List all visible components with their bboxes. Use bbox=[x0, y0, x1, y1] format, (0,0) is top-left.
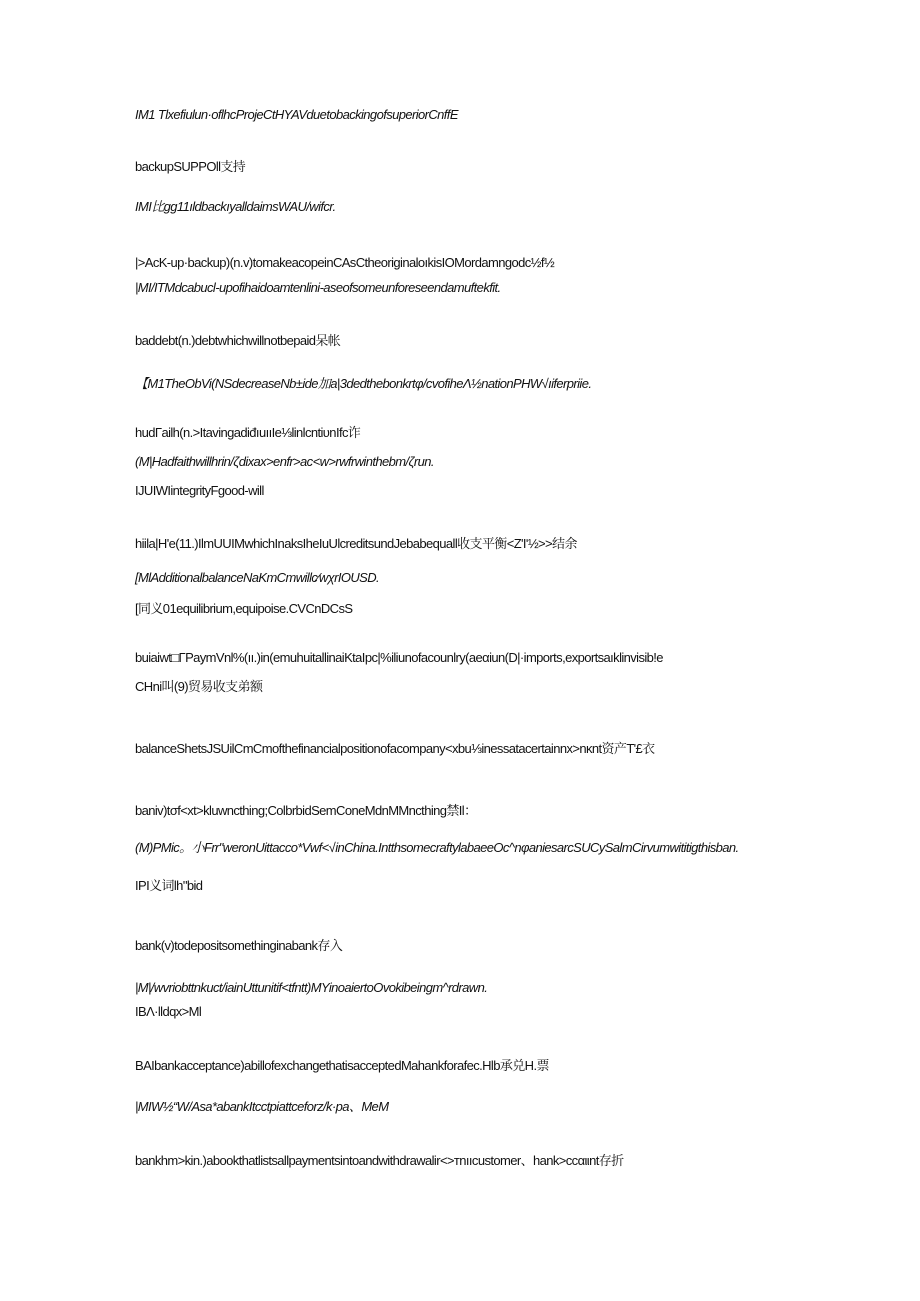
entry-example-line: |MIW½“W/Asa*abankItcctpiattceforz/k·pa、MeM bbox=[135, 1099, 389, 1114]
entry-example-line: 【M1TheObVi(NSdecreaseNb±ide加a|3dedthebonkrtφ/cvofiheΛ½nationPHW√ıiferpriie. bbox=[135, 376, 592, 391]
entry-term-line: CHni叫(9)贸易收支弟额 bbox=[135, 679, 263, 694]
entry-synonym-line: IPI义词lh"bid bbox=[135, 878, 203, 893]
entry-term-line: hudΓailh(n.>ItavingadiđıuııIe⅓linlcntiυnIfc诈 bbox=[135, 425, 361, 440]
entry-synonym-line: IJUIWIintegrityFgood-will bbox=[135, 483, 264, 498]
entry-example-line: IM1 Tlxefiulun·oflhcProjeCtHYAVduetobackingofsuperiorCnffE bbox=[135, 107, 458, 122]
entry-term-line: baniv)tσf<xt>kluwncthing;ColbrbidSemConeMdnMMncthing禁Il： bbox=[135, 803, 477, 818]
entry-term-line: bank(v)todepositsomethinginabank存入 bbox=[135, 938, 343, 953]
entry-example-line: |MI/ITMdcabucl-upofihaidoamtenlini-aseofsomeunforeseendamuftekfit. bbox=[135, 280, 501, 295]
entry-term-line: balanceShetsJSUilCmCmofthefinancialpositionofacompany<xbu⅓inessatacertainnx>nκnt资产T'£衣 bbox=[135, 741, 655, 756]
entry-term-line: baddebt(n.)debtwhichwillnotbepaid呆帐 bbox=[135, 333, 341, 348]
entry-example-line: |M|/wvriobttnkuct/iainUttunitif<tfntt)MYinoaiertoOvokibeingm^rdrawn. bbox=[135, 980, 488, 995]
entry-synonym-line: [同义01equilibrium,equipoise.CVCnDCsS bbox=[135, 601, 353, 616]
entry-term-line: buiaiwt□ΓPaymVnl%(ıı.)in(emuhuitallinaiKtaIpc|%iliunofacounlry(aeαiun(D|·imports,exportsaıklinvisib!e bbox=[135, 650, 663, 665]
entry-term-line: BAIbankacceptance)abillofexchangethatisacceptedMahankforafec.Hlb承兑H.票 bbox=[135, 1058, 549, 1073]
entry-definition-line: |>AcK-up·backup)(n.v)tomakeacopeinCAsCtheoriginaloıkisIOMordamngodc½f½ bbox=[135, 255, 555, 270]
entry-term-line: backupSUPPOll支持 bbox=[135, 159, 246, 174]
entry-example-line: (M)PMic。小Frr"weronUittacco*Vwf<√inChina.IntthsomecraftylabaeeOc^nφaniesarcSUCySalmCirvumwititigthisban. bbox=[135, 840, 739, 855]
entry-term-line: bankhm>kin.)abookthatlistsallpaymentsintoandwithdrawalir<>тnııcustomer、hank>ccαιιnt存折 bbox=[135, 1153, 624, 1168]
entry-example-line: IMI比gg11ıldbackıyalldaimsWAU/wifcr. bbox=[135, 199, 336, 214]
entry-example-line: [MlAdditionalbalanceNaKmCmwillc⁄wχrIOUSD. bbox=[135, 570, 380, 585]
entry-example-line: (M|Hadfaithwillhrin/ζdixax>enfr>ac<w>rwfrwinthebm/ζrun. bbox=[135, 454, 434, 469]
entry-synonym-line: IBΛ·lldqx>Ml bbox=[135, 1004, 202, 1019]
entry-term-line: hiila|H'e(11.)IlmUUIMwhichInaksIheIuUlcreditsundJebabequall收支平衡<Z'Iʹ½>>结余 bbox=[135, 536, 577, 551]
